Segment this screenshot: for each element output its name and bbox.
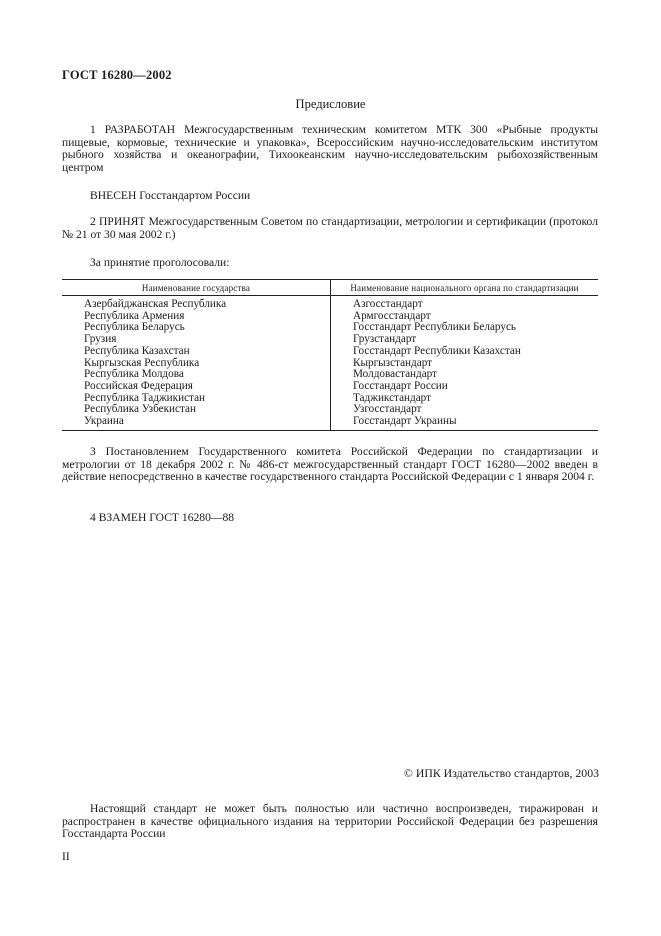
cell-standards-body: Госстандарт Республики Беларусь <box>353 321 517 334</box>
column-header-standards-body: Наименование национального органа по стандартизации <box>331 280 599 296</box>
standard-code: ГОСТ 16280—2002 <box>62 68 172 82</box>
table-row <box>62 296 598 311</box>
cell-state-name: Кыргызская Республика <box>62 358 331 370</box>
paragraph-voted-text: За принятие проголосовали: <box>90 256 230 269</box>
paragraph-developed-text: 1 РАЗРАБОТАН Межгосударственным техническим комитетом МТК 300 «Рыбные продукты пищевые, кормовые, технические и упаковка», Всероссийским научно-исследовательским институтом рыбного хозяйства и океанографии, Тихоокеанским научно-исследовательским рыбохозяйственным центром <box>62 123 598 174</box>
cell-standards-body: Армгосстандарт <box>353 309 431 322</box>
cell-standards-body: Таджикстандарт <box>353 391 432 404</box>
cell-state-name: Азербайджанская Республика <box>62 296 331 311</box>
copyright-line: © ИПК Издательство стандартов, 2003 <box>403 766 599 780</box>
cell-standards-body: Молдовастандарт <box>353 368 438 381</box>
cell-state-name: Республика Беларусь <box>62 322 331 334</box>
cell-state-name: Республика Казахстан <box>62 346 331 358</box>
cell-standards-body: Кыргызстандарт <box>353 356 433 369</box>
cell-state-name: Грузия <box>62 334 331 346</box>
cell-state-name: Республика Молдова <box>62 369 331 381</box>
cell-standards-body: Госстандарт Республики Казахстан <box>353 344 521 357</box>
table-row <box>62 404 598 416</box>
paragraph-adopted <box>62 216 598 241</box>
cell-standards-body: Госстандарт России <box>353 379 448 392</box>
page-title: Предисловие <box>295 97 366 111</box>
table-row <box>62 346 598 358</box>
table-body <box>62 296 598 431</box>
table-row <box>62 322 598 334</box>
cell-state-name: Российская Федерация <box>62 381 331 393</box>
paragraph-introduced-text: ВНЕСЕН Госстандартом России <box>90 189 251 202</box>
table-row <box>62 381 598 393</box>
voting-table <box>62 279 598 431</box>
column-header-state: Наименование государства <box>62 280 331 296</box>
paragraph-decree <box>62 446 598 484</box>
paragraph-introduced <box>62 190 598 203</box>
table-header-row <box>62 280 598 296</box>
reproduction-notice <box>62 803 598 841</box>
reproduction-notice-text: Настоящий стандарт не может быть полностью или частично воспроизведен, тиражирован и распространен в качестве официального издания на территории Российской Федерации без разрешения Госстандарта России <box>62 802 598 841</box>
cell-standards-body: Госстандарт Украины <box>331 416 599 430</box>
cell-standards-body: Азгосстандарт <box>353 298 423 310</box>
table-row <box>62 416 598 430</box>
paragraph-replaces-text: 4 ВЗАМЕН ГОСТ 16280—88 <box>90 511 235 524</box>
cell-state-name: Украина <box>62 416 331 430</box>
cell-state-name: Республика Узбекистан <box>62 404 331 416</box>
cell-state-name: Республика Таджикистан <box>62 393 331 405</box>
paragraph-adopted-text: 2 ПРИНЯТ Межгосударственным Советом по стандартизации, метрологии и сертификации (протокол № 21 от 30 мая 2002 г.) <box>62 215 598 241</box>
cell-standards-body: Грузстандарт <box>353 333 417 346</box>
paragraph-voted <box>62 257 598 270</box>
paragraph-developed <box>62 124 598 174</box>
cell-standards-body: Узгосстандарт <box>353 403 422 416</box>
cell-state-name: Республика Армения <box>62 311 331 323</box>
page-number: II <box>62 850 70 863</box>
paragraph-decree-text: 3 Постановлением Государственного комитета Российской Федерации по стандартизации и метрологии от 18 декабря 2002 г. № 486-ст межгосударственный стандарт ГОСТ 16280—2002 введен в действие непосредственно в качестве государственного стандарта Российской Федерации с 1 января 2004 г. <box>62 445 598 484</box>
paragraph-replaces <box>62 512 598 525</box>
